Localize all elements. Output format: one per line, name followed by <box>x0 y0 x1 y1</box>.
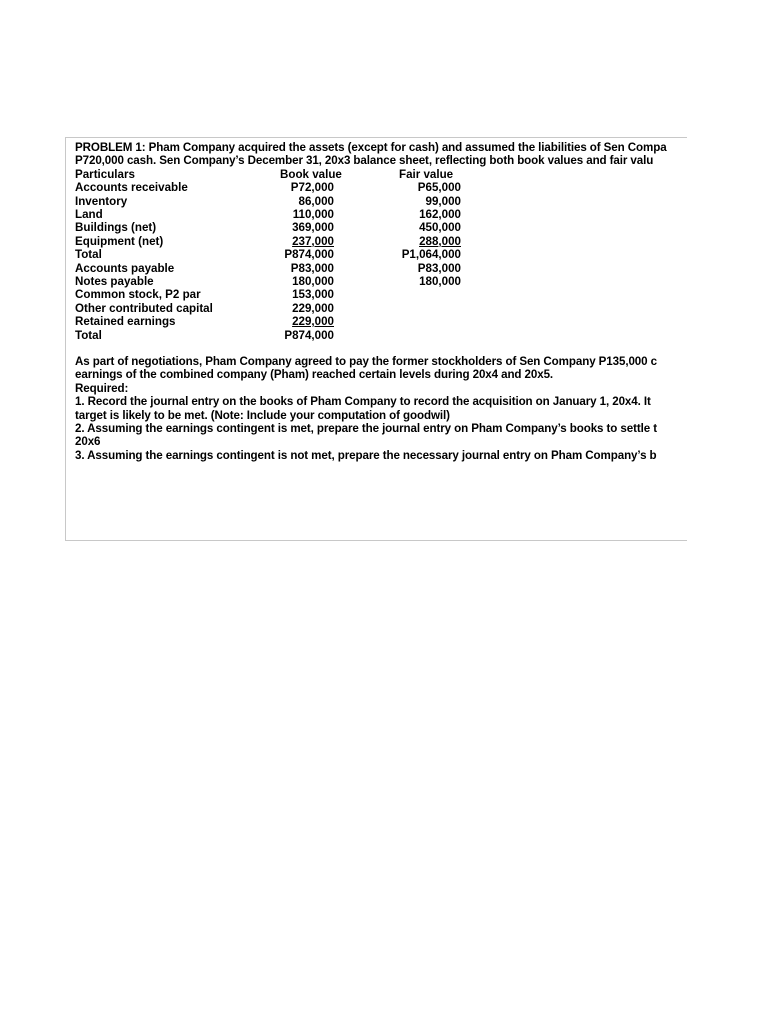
row-book-value: 229,000 <box>292 301 334 315</box>
table-row <box>75 262 687 275</box>
required-heading: Required: <box>75 381 129 395</box>
requirement-3: 3. Assuming the earnings contingent is not met, prepare the necessary journal entry on Pham Company’s b <box>75 448 657 462</box>
row-book-value: P72,000 <box>290 181 334 195</box>
row-label: Equipment (net) <box>75 234 164 248</box>
row-label: Total <box>75 328 102 342</box>
row-book-value: P874,000 <box>284 328 334 342</box>
row-book-value: 110,000 <box>292 208 334 221</box>
requirement-2-line-2: 20x6 <box>75 435 101 449</box>
requirement-1-line-1: 1. Record the journal entry on the books of Pham Company to record the acquisition on January 1, 20x4. It <box>75 395 651 409</box>
table-row <box>75 181 687 194</box>
row-label: Accounts payable <box>75 261 175 275</box>
row-book-value: P874,000 <box>284 248 334 262</box>
row-book-value: P83,000 <box>290 261 334 275</box>
header-book-value: Book value <box>280 167 342 181</box>
problem-intro-line-2: P720,000 cash. Sen Company’s December 31, 20x3 balance sheet, reflecting both book values and fair valu <box>75 154 654 168</box>
header-particulars: Particulars <box>75 167 135 181</box>
row-book-value: 369,000 <box>292 221 334 235</box>
body-line-2: earnings of the combined company (Pham) reached certain levels during 20x4 and 20x5. <box>75 368 554 382</box>
table-row <box>75 275 687 288</box>
row-label: Total <box>75 248 102 262</box>
row-label: Land <box>75 208 103 221</box>
table-header-row <box>75 168 687 181</box>
table-row <box>75 208 687 221</box>
problem-intro-line-1: PROBLEM 1: Pham Company acquired the assets (except for cash) and assumed the liabilities of Sen Compa <box>75 141 667 154</box>
row-label: Accounts receivable <box>75 181 188 195</box>
row-fair-value: P83,000 <box>417 261 461 275</box>
requirement-2-line-1: 2. Assuming the earnings contingent is met, prepare the journal entry on Pham Company’s books to settle t <box>75 422 657 435</box>
row-book-value: 237,000 <box>292 234 334 248</box>
row-book-value: 86,000 <box>298 194 334 208</box>
row-fair-value: 99,000 <box>425 194 461 208</box>
row-book-value: 153,000 <box>292 288 334 302</box>
row-label: Notes payable <box>75 275 154 288</box>
table-row <box>75 288 687 301</box>
row-book-value: 229,000 <box>292 315 334 329</box>
row-label: Other contributed capital <box>75 301 213 315</box>
spreadsheet-cell-area <box>65 137 687 541</box>
row-label: Common stock, P2 par <box>75 288 201 302</box>
table-row <box>75 302 687 315</box>
row-label: Retained earnings <box>75 315 176 329</box>
row-fair-value: 162,000 <box>419 208 461 221</box>
table-row <box>75 235 687 248</box>
header-fair-value: Fair value <box>399 167 454 181</box>
row-label: Buildings (net) <box>75 221 157 235</box>
row-fair-value: P1,064,000 <box>401 248 461 262</box>
row-fair-value: 180,000 <box>419 275 461 288</box>
table-row <box>75 329 687 342</box>
row-book-value: 180,000 <box>292 275 334 288</box>
body-line-1: As part of negotiations, Pham Company agreed to pay the former stockholders of Sen Company P135,000 c <box>75 355 657 368</box>
requirement-1-line-2: target is likely to be met. (Note: Include your computation of goodwil) <box>75 408 450 422</box>
row-fair-value: P65,000 <box>417 181 461 195</box>
table-row <box>75 315 687 328</box>
row-fair-value: 288,000 <box>419 234 461 248</box>
table-row <box>75 195 687 208</box>
row-label: Inventory <box>75 194 128 208</box>
table-row <box>75 248 687 261</box>
row-fair-value: 450,000 <box>419 221 461 235</box>
table-row <box>75 221 687 234</box>
